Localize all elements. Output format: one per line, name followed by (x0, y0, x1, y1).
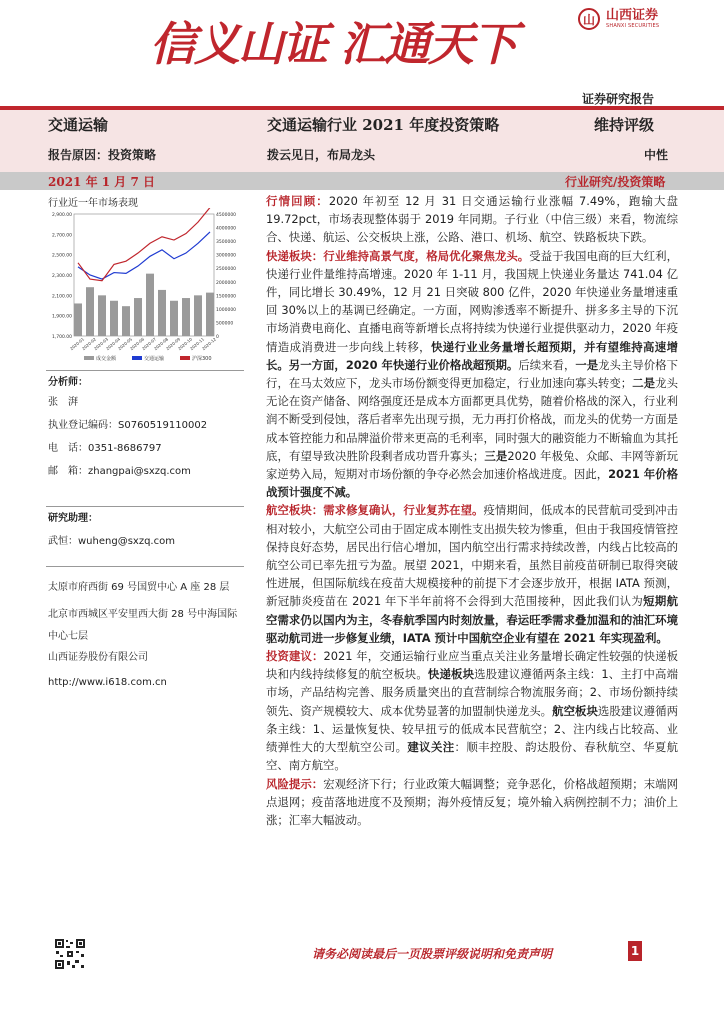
volume-bar (134, 298, 142, 336)
section-text: 龙头主导价格下行，在马太效应下，龙头市场份额变得更加稳定，行业加速向寡头转变； (266, 357, 678, 391)
divider (46, 566, 244, 567)
divider (46, 506, 244, 507)
assistant-contact[interactable]: 武恒：wuheng@sxzq.com (48, 536, 175, 547)
section-emphasis: 二是 (632, 376, 656, 391)
y-right-tick-label: 4500000 (216, 213, 237, 218)
section-text: 2020 年初至 12 月 31 日交通运输行业涨幅 7.49%，跑输大盘 19.72pct，市场表现整体弱于 2019 年同期。子行业（中信三级）来看，物流综合、快递、航运、公交板块上涨，公路、港口、机场、航空、铁路板块下跌。 (266, 194, 678, 245)
section-emphasis: 快递板块 (427, 667, 475, 682)
y-right-tick-label: 500000 (216, 321, 234, 327)
x-tick-label: 2020-06 (129, 336, 146, 352)
legend-swatch (84, 356, 94, 360)
chart-title: 行业近一年市场表现 (48, 198, 138, 209)
y-left-tick-label: 2,100.00 (51, 294, 72, 300)
section-head: 行情回顾： (266, 194, 329, 208)
y-left-tick-label: 2,500.00 (51, 253, 72, 259)
x-tick-label: 2020-07 (141, 336, 158, 352)
legend-label: 交通运输 (144, 356, 165, 362)
section-express (266, 247, 678, 502)
y-right-tick-label: 0 (216, 335, 219, 340)
volume-bar (194, 295, 202, 336)
report-body (266, 192, 678, 829)
analyst-email[interactable]: 邮 箱：zhangpai@sxzq.com (48, 466, 191, 477)
address-taiyuan: 太原市府西街 69 号国贸中心 A 座 28 层 (48, 582, 230, 593)
volume-bar (74, 303, 82, 336)
legend-swatch (132, 356, 142, 360)
y-left-tick-label: 1,700.00 (51, 335, 72, 340)
x-tick-label: 2020-05 (117, 336, 134, 352)
report-date: 2021 年 1 月 7 日 (48, 175, 155, 189)
y-right-tick-label: 2500000 (216, 267, 237, 273)
x-tick-label: 2020-08 (153, 336, 170, 352)
rating-value: 中性 (644, 148, 669, 162)
section-market-review (266, 192, 678, 247)
report-type: 证券研究报告 (582, 92, 655, 106)
qr-code-icon (54, 938, 86, 970)
logo-icon: 山 (578, 8, 600, 30)
x-tick-label: 2020-11 (189, 336, 206, 352)
section-text: 2020 年极兔、众邮、丰网等新玩家逆势入局，短期对市场份额的争夺必然会加速价格战进度。因此， (266, 448, 678, 482)
x-tick-label: 2020-02 (81, 336, 98, 352)
y-left-tick-label: 2,900.00 (51, 213, 72, 218)
x-tick-label: 2020-12 (201, 336, 218, 352)
report-reason: 报告原因：投资策略 (48, 148, 157, 162)
company-website[interactable]: http://www.i618.com.cn (48, 677, 167, 688)
section-head: 快递板块：行业维持高景气度，格局优化聚焦龙头。 (266, 248, 530, 263)
y-left-tick-label: 2,700.00 (51, 233, 72, 239)
section-text: 疫情期间，低成本的民营航司受到冲击相对较小，大航空公司由于固定成本刚性支出损失较为惨重，但由于我国疫情管控保持良好态势，居民出行信心增加，国内航空出行需求持续改善，内线占比较高的航空公司已率先扭亏为盈。展望 2021，中期来看，虽然目前疫苗研制已取得突破性进展，但国际航线在疫苗大规模接种的前提下才会逐步放开，根据 IATA 预测，新冠肺炎疫苗在 2021 年下半年前将不会得到大范围接种，因此我们认为 (266, 503, 678, 609)
report-category: 行业研究/投资策略 (565, 175, 666, 189)
company-logo (578, 8, 659, 30)
y-left-tick-label: 1,900.00 (51, 314, 72, 320)
x-tick-label: 2020-09 (165, 336, 182, 352)
section-emphasis: 建议关注 (407, 740, 455, 755)
market-chart-svg (44, 208, 244, 368)
analyst-phone: 电 话：0351-8686797 (48, 443, 162, 454)
section-investment-advice (266, 647, 678, 774)
volume-bar (206, 293, 214, 336)
divider (46, 370, 244, 371)
y-right-tick-label: 1000000 (216, 307, 237, 313)
section-head: 投资建议： (266, 649, 324, 664)
section-emphasis: 短期航空需求仍以国内为主，冬春航季国内时刻放量，春运旺季需求叠加温和的油汇环境驱动航司进一步修复业绩，IATA 预计中国航空企业有望在 2021 年实现盈利。 (266, 594, 678, 645)
section-text: 受益于我国电商的巨大红利，快递行业件量维持高增速。2020 年 1-11 月，我国规上快递业务量达 741.04 亿件，同比增长 30.49%，12 月 21 日突破 800 亿件，2020 年快递业务量增速重回 30%以上的基调已经确定。一方面，网购渗透率不断提升、拼多多主导的下沉市场消费电商化、直播电商等新增长点将持续为快递行业提供驱动力，2020 年疫情造成消费进一步向线上转移， (266, 248, 678, 354)
section-text: 宏观经济下行；行业政策大幅调整；竞争恶化，价格战超预期；末端网点退网；疫苗落地进度不及预期；海外疫情反复；境外输入病例控制不力；油价上涨；汇率大幅波动。 (266, 776, 678, 827)
section-emphasis: 2021 年价格战预计强度不减。 (266, 467, 678, 500)
section-head: 航空板块：需求修复确认，行业复苏在望。 (266, 503, 484, 518)
slogan: 信义山证 汇通天下 (150, 17, 517, 71)
volume-bar (98, 295, 106, 336)
legend-label: 成交金额 (96, 356, 117, 362)
page-number: 1 (628, 941, 642, 961)
legend-swatch (180, 356, 190, 360)
y-right-tick-label: 1500000 (216, 294, 237, 300)
y-right-tick-label: 3500000 (216, 240, 237, 246)
analyst-name: 张 湃 (48, 397, 78, 408)
volume-bar (146, 274, 154, 336)
x-tick-label: 2020-04 (105, 336, 122, 352)
section-text: ：顺丰控股、韵达股份、春秋航空、华夏航空、南方航空。 (266, 740, 678, 773)
section-text: 龙头无论在资产储备、网络强度还是成本方面都更具优势，随着价格战的深入，行业利润不断受到侵蚀，落后者率先出现亏损，无力再打价格战，而龙头的优势一方面是成本管控能力和品牌溢价带来更高的毛利率，同时强大的融资能力不断输血为其托底，有望导致决胜阶段剩者成功晋升寡头； (266, 376, 678, 463)
company-name: 山西证券股份有限公司 (48, 652, 148, 663)
section-text: 2021 年，交通运输行业应当重点关注业务量增长确定性较强的快递板块和内线持续修复的航空板块。 (266, 649, 678, 682)
section-emphasis: 航空板块 (552, 703, 598, 718)
legend-label: 沪深300 (192, 356, 212, 362)
analyst-license: 执业登记编码：S0760519110002 (48, 420, 208, 431)
logo-en: SHANXI SECURITIES (606, 23, 660, 29)
volume-bar (182, 298, 190, 336)
section-emphasis: 三是 (484, 448, 508, 463)
section-risk (266, 775, 678, 830)
x-tick-label: 2020-03 (93, 336, 110, 352)
section-text: 选股建议遵循两条主线：1、运量恢复快、较早扭亏的低成本民营航空；2、注内线占比较高、业绩弹性大的大型航空公司。 (266, 703, 678, 755)
section-emphasis: 一是 (575, 357, 599, 372)
market-chart (44, 208, 244, 368)
section-head: 风险提示： (266, 776, 324, 791)
section-aviation (266, 501, 678, 647)
report-title: 交通运输行业 2021 年度投资策略 (267, 116, 500, 134)
assistant-heading: 研究助理： (48, 513, 98, 524)
volume-bar (158, 290, 166, 336)
section-emphasis: 快递行业业务量增长超预期，并有望维持高速增长。另一方面，2020 年快递行业价格战超预期。 (266, 339, 678, 372)
section-text: 选股建议遵循两条主线：1、主打中高端市场，产品结构完善、服务质量突出的直营制综合物流服务商；2、市场份额持续领先、资产规模较大、成本优势显著的加盟制快递龙头。 (266, 667, 678, 718)
address-beijing: 北京市西城区平安里西大街 28 号中海国际中心七层 (48, 609, 238, 642)
section-text: 后续来看， (518, 357, 576, 372)
volume-bar (86, 287, 94, 336)
logo-cn: 山西证券 (606, 8, 659, 23)
y-right-tick-label: 3000000 (216, 253, 237, 259)
industry-name: 交通运输 (48, 116, 109, 134)
y-right-tick-label: 2000000 (216, 280, 237, 286)
report-subtitle: 拨云见日，布局龙头 (267, 148, 376, 162)
y-right-tick-label: 4000000 (216, 226, 237, 232)
plot-area (74, 214, 214, 336)
x-tick-label: 2020-10 (177, 336, 194, 352)
rating-label: 维持评级 (594, 116, 655, 134)
disclaimer: 请务必阅读最后一页股票评级说明和免责声明 (312, 947, 553, 961)
volume-bar (170, 301, 178, 336)
volume-bar (110, 301, 118, 336)
y-left-tick-label: 2,300.00 (51, 274, 72, 279)
analyst-heading: 分析师： (48, 377, 88, 388)
x-tick-label: 2020-01 (69, 336, 86, 352)
volume-bar (122, 306, 130, 336)
